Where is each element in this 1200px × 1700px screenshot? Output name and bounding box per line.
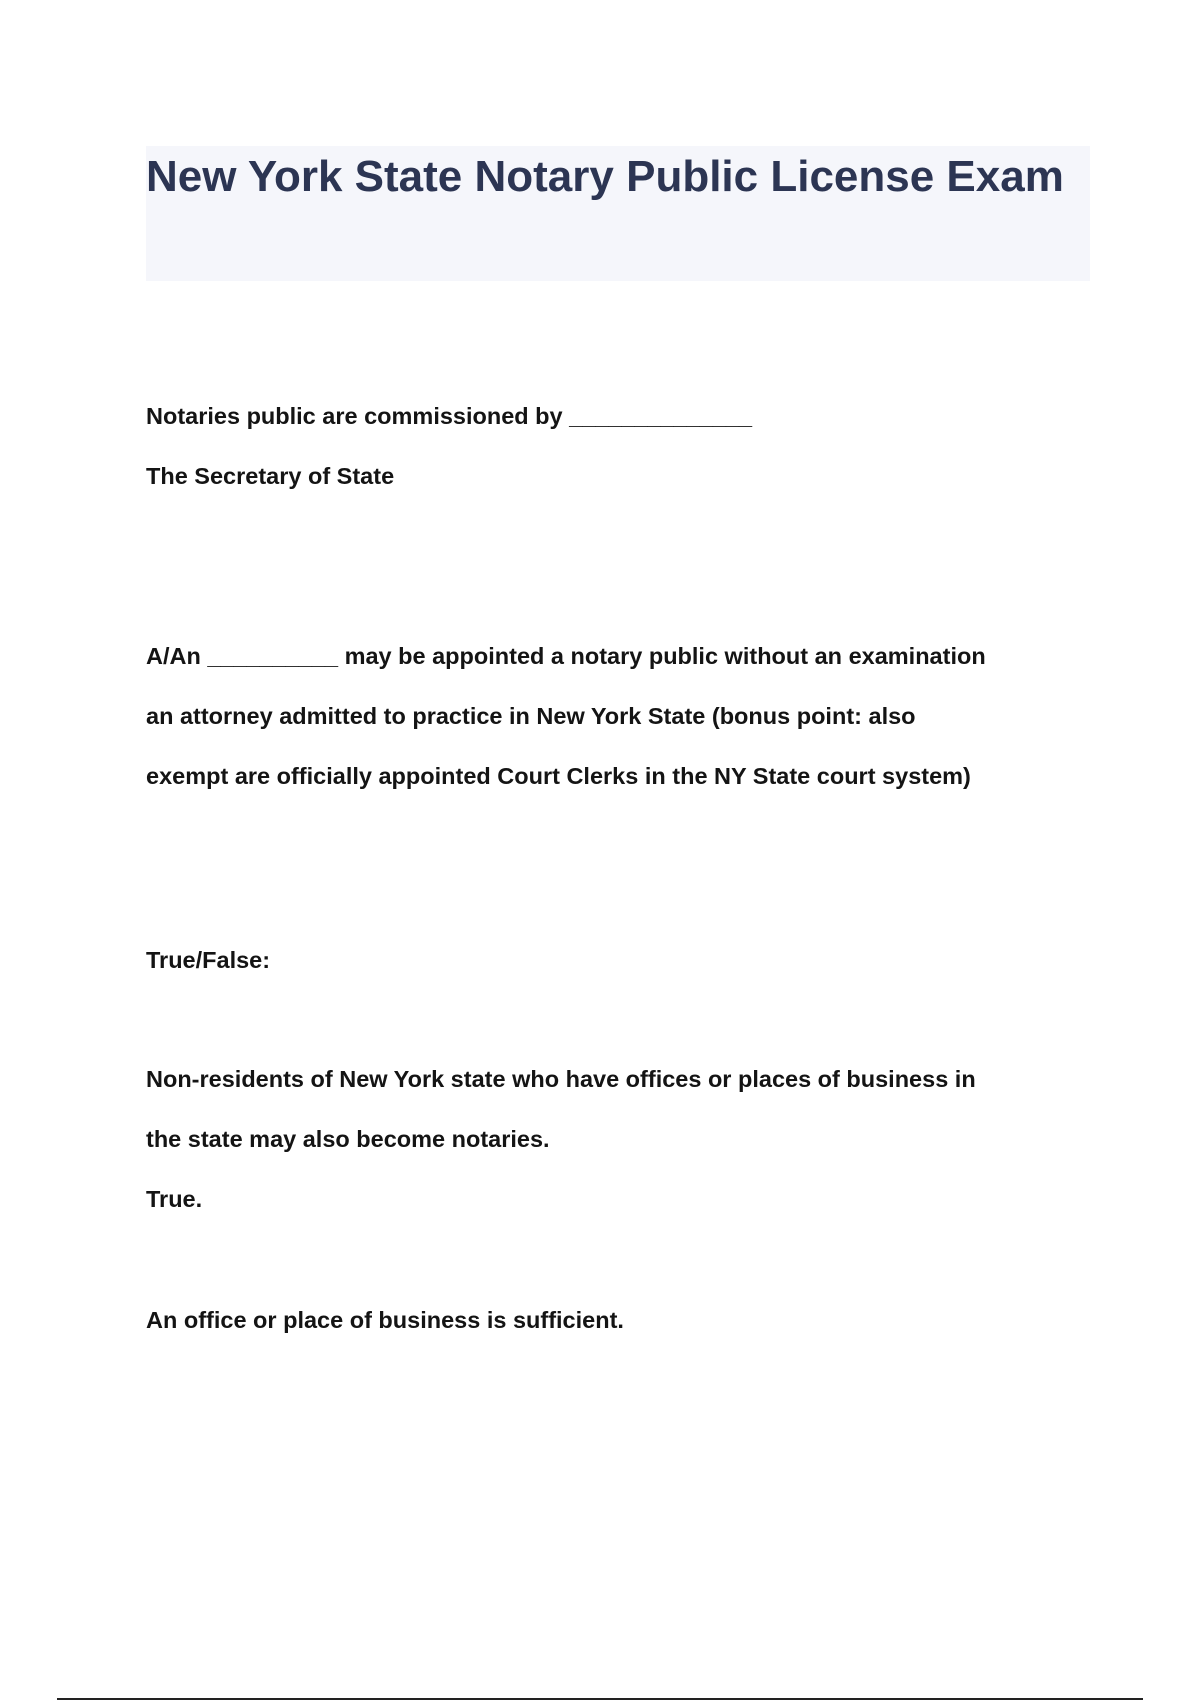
answer-3-explanation: An office or place of business is sufficient. <box>146 1307 624 1333</box>
answer-3: True. <box>146 1186 203 1212</box>
answer-2-line-2: exempt are officially appointed Court Clerks in the NY State court system) <box>146 763 971 789</box>
question-1: Notaries public are commissioned by ______________ <box>146 403 753 429</box>
question-2: A/An __________ may be appointed a notary public without an examination <box>146 643 986 669</box>
page-title: New York State Notary Public License Exam <box>146 152 1064 201</box>
answer-1: The Secretary of State <box>146 463 395 489</box>
true-false-label: True/False: <box>146 947 271 973</box>
answer-2-line-1: an attorney admitted to practice in New York State (bonus point: also <box>146 703 916 729</box>
question-3-line-1: Non-residents of New York state who have offices or places of business in <box>146 1066 976 1092</box>
question-3-line-2: the state may also become notaries. <box>146 1126 550 1152</box>
